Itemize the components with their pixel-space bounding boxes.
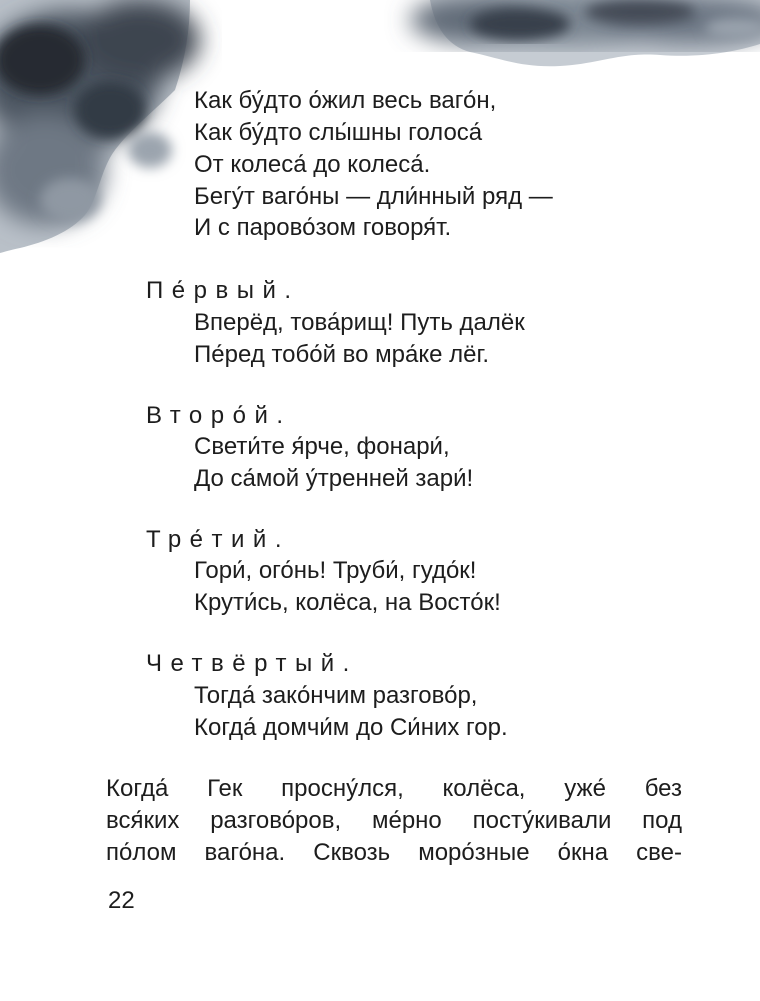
verse-line: Гори́, ого́нь! Труби́, гудо́к! [194,557,477,584]
speaker-label: Тре́тий. [146,526,290,553]
verse-line: От колеса́ до колеса́. [194,151,431,178]
speaker-label: Четвёртый. [146,650,358,677]
page-number: 22 [108,887,135,914]
verse-line: Пе́ред тобо́й во мра́ке лёг. [194,341,489,368]
verse-line: Как бу́дто слы́шны голоса́ [194,119,483,146]
verse-line: Бегу́т ваго́ны — дли́нный ряд — [194,183,553,210]
prose-line: по́лом ваго́на. Сквозь моро́зные о́кна све- [106,839,682,866]
prose-line: вся́ких разгово́ров, ме́рно посту́кивали под [106,807,682,834]
prose-line: Когда́ Гек просну́лся, колёса, уже́ без [106,775,682,802]
verse-line: И с парово́зом говоря́т. [194,214,452,241]
verse-line: Свети́те я́рче, фонари́, [194,433,450,460]
verse-line: Когда́ домчи́м до Си́них гор. [194,714,508,741]
verse-line: Как бу́дто о́жил весь ваго́н, [194,87,497,114]
verse-line: Тогда́ зако́нчим разгово́р, [194,682,478,709]
speaker-label: Второ́й. [146,402,292,429]
verse-line: Крути́сь, колёса, на Восто́к! [194,589,501,616]
verse-line: До са́мой у́тренней зари́! [194,465,474,492]
verse-line: Вперёд, това́рищ! Путь далёк [194,309,525,336]
speaker-label: Пе́рвый. [146,277,300,304]
